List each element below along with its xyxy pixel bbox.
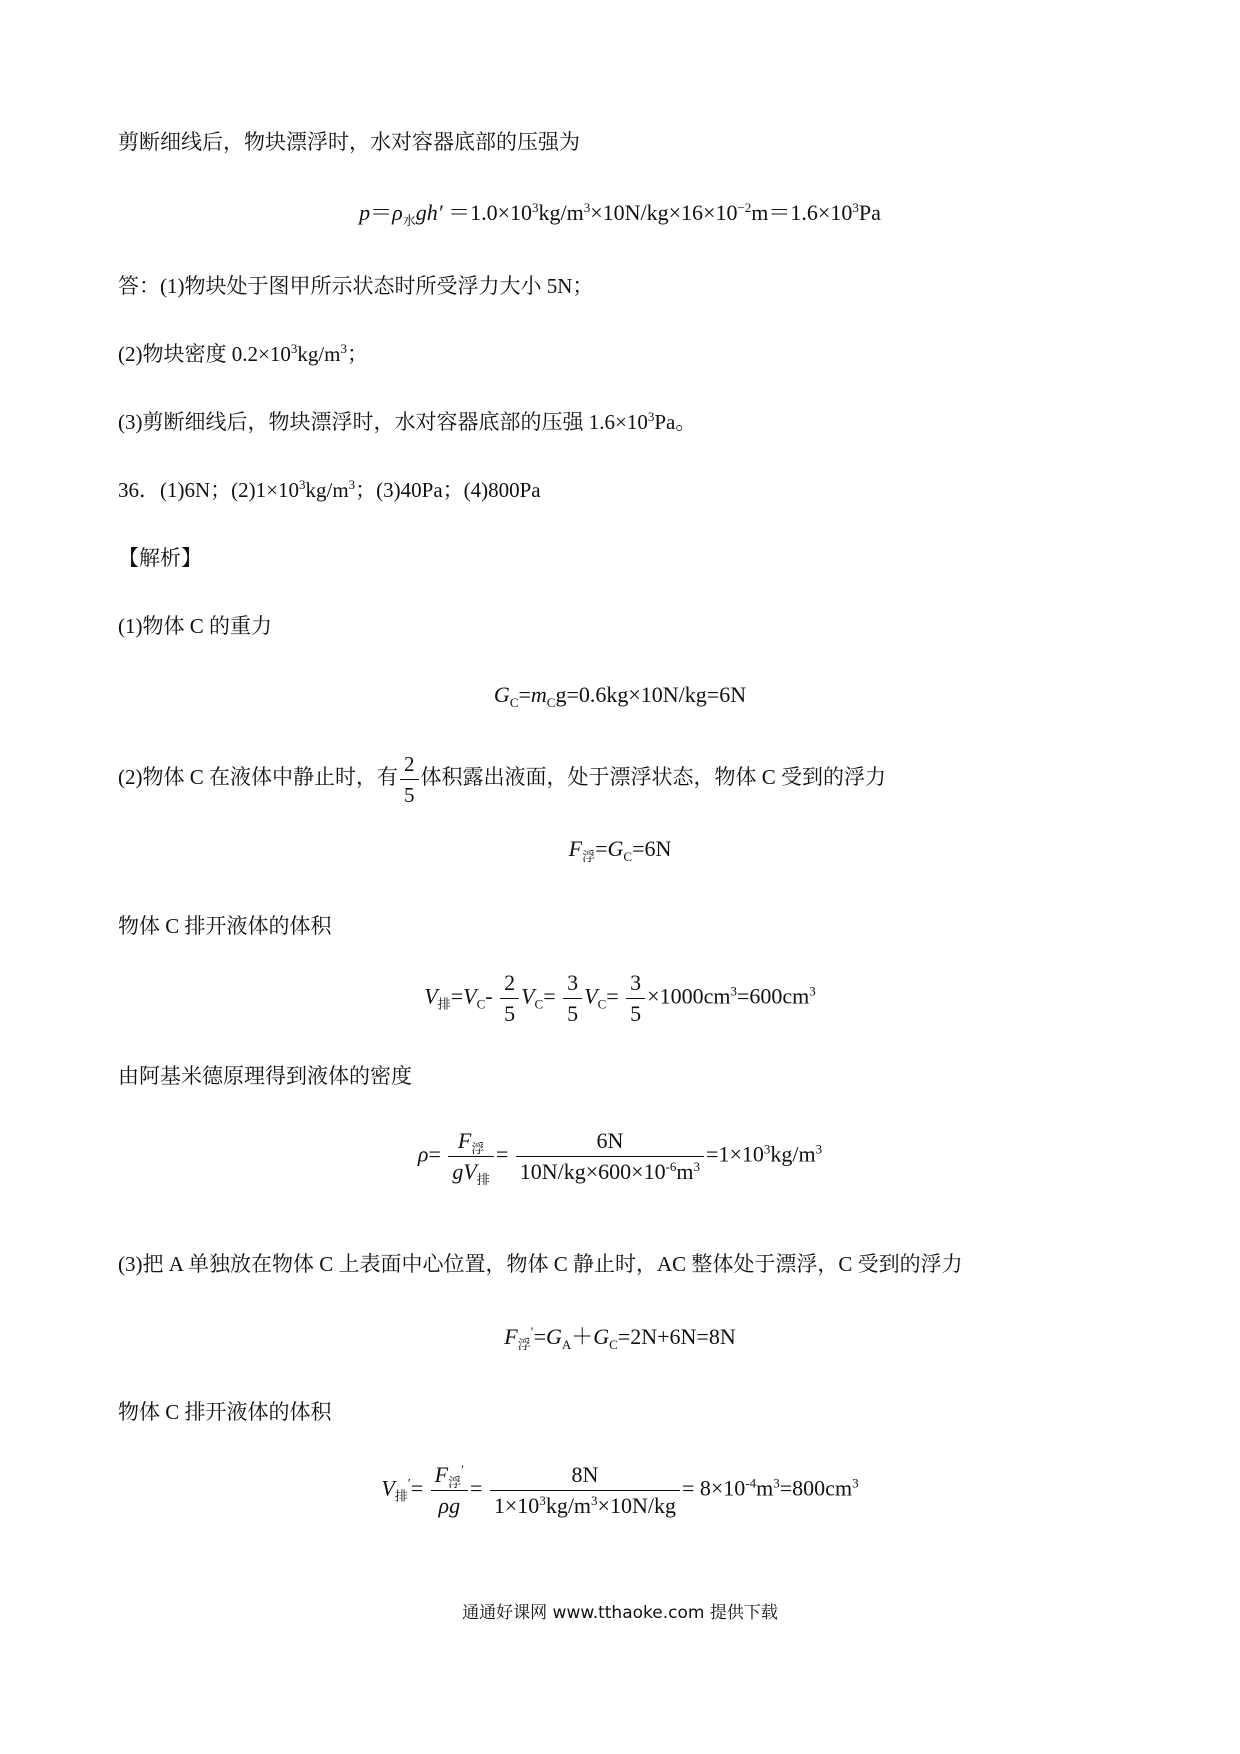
- eq-text: ＝: [370, 200, 393, 225]
- eq-symbol: gh′: [415, 200, 443, 225]
- fraction-numerator: 2: [400, 749, 419, 780]
- fraction: [431, 1460, 468, 1521]
- eq-text: =6N: [632, 836, 672, 861]
- fraction: [626, 968, 645, 1029]
- eq-text: =1×10: [706, 1141, 764, 1167]
- eq-subscript: C: [509, 695, 519, 710]
- eq-superscript: ′: [530, 1324, 534, 1339]
- eq-text: Pa: [858, 200, 881, 225]
- eq-text: =600cm: [736, 983, 810, 1009]
- eq-subscript: 排: [394, 1488, 408, 1504]
- answer-superscript: 3: [348, 477, 356, 492]
- fraction-numerator: 3: [563, 968, 582, 999]
- eq-symbol: G: [593, 1324, 610, 1349]
- eq-superscript: 3: [730, 983, 737, 999]
- step-text: (2)物体 C 在液体中静止时，有: [118, 765, 398, 789]
- fraction-two-fifths: [400, 749, 419, 810]
- eq-text: kg/m: [538, 200, 584, 225]
- analysis-heading: 【解析】: [118, 546, 202, 570]
- answer-text: kg/m: [297, 342, 341, 366]
- fraction-numerator: 2: [500, 968, 519, 999]
- answer-text: ；(3)40Pa；(4)800Pa: [355, 478, 541, 502]
- fraction-numerator: 3: [626, 968, 645, 999]
- eq-superscript: 3: [693, 1159, 701, 1174]
- page-footer: 通通好课网 www.tthaoke.com 提供下载: [462, 1603, 778, 1623]
- eq-text: =800cm: [779, 1475, 853, 1501]
- eq-text: 10N/kg×600×10: [519, 1159, 666, 1184]
- step-3-text: 物体 C 排开液体的体积: [118, 914, 332, 938]
- answer-text: 36．(1)6N；(2)1×10: [118, 478, 299, 502]
- fraction-denominator: [431, 1491, 468, 1521]
- answer-line-3: [118, 410, 696, 434]
- fraction-denominator: 5: [567, 1001, 579, 1026]
- eq-text: ＋: [571, 1324, 594, 1349]
- eq-subscript: 浮: [582, 849, 596, 864]
- eq-symbol: F: [434, 1462, 449, 1487]
- eq-symbol: F: [504, 1324, 518, 1349]
- eq-text: kg/m: [770, 1141, 816, 1167]
- eq-symbol: V: [463, 1159, 477, 1184]
- eq-text: =: [495, 1141, 509, 1167]
- eq-superscript: −2: [737, 200, 752, 215]
- eq-superscript: 3: [852, 200, 859, 215]
- fraction-denominator: [490, 1491, 680, 1521]
- eq-text: ＝1.0×10: [448, 200, 532, 225]
- eq-text: ×1000cm: [647, 983, 731, 1009]
- fraction-denominator: [448, 1157, 493, 1187]
- eq-text: m: [676, 1159, 694, 1184]
- eq-text: =: [450, 983, 464, 1009]
- answer-text: (2)物块密度 0.2×10: [118, 342, 291, 366]
- eq-symbol: ρ: [417, 1141, 429, 1167]
- answer-text: Pa。: [654, 410, 697, 434]
- eq-symbol: G: [545, 1324, 562, 1349]
- eq-text: m: [756, 1475, 774, 1501]
- eq-subscript: 浮: [517, 1337, 531, 1352]
- fraction: [500, 968, 519, 1029]
- eq-superscript: 3: [591, 1493, 598, 1508]
- step-5-text: (3)把 A 单独放在物体 C 上表面中心位置，物体 C 静止时，AC 整体处于漂浮，C 受到的浮力: [118, 1252, 963, 1276]
- eq-subscript: 浮: [471, 1141, 485, 1156]
- fraction-denominator: 5: [504, 1001, 516, 1026]
- eq-text: g=0.6kg×10N/kg=6N: [555, 682, 747, 707]
- gravity-equation: [0, 682, 1240, 708]
- eq-superscript: -6: [665, 1159, 677, 1174]
- fraction-numerator: [431, 1460, 468, 1491]
- eq-subscript: 水: [402, 213, 416, 228]
- eq-symbol: ρg: [438, 1493, 461, 1518]
- eq-subscript: C: [597, 996, 607, 1012]
- answer-text: (3)剪断细线后，物块漂浮时，水对容器底部的压强 1.6×10: [118, 410, 648, 434]
- eq-text: =: [533, 1324, 546, 1349]
- step-1-text: (1)物体 C 的重力: [118, 614, 272, 638]
- eq-text: =: [428, 1141, 441, 1167]
- eq-text: =: [606, 983, 619, 1009]
- pressure-equation: [0, 196, 1240, 227]
- buoyancy-equation: [0, 836, 1240, 862]
- eq-text: ×10N/kg×16×10: [590, 200, 738, 225]
- answer-superscript: 3: [340, 341, 348, 356]
- eq-symbol: p: [359, 200, 371, 225]
- fraction-numerator: [448, 1126, 493, 1157]
- answer-superscript: 3: [298, 477, 306, 492]
- fraction-numerator: 6N: [516, 1126, 704, 1157]
- eq-text: kg/m: [545, 1493, 592, 1518]
- eq-subscript: 排: [437, 996, 451, 1012]
- eq-symbol: m: [530, 682, 547, 707]
- eq-superscript: 3: [531, 200, 539, 215]
- answer-text: ；: [347, 342, 369, 366]
- fraction: [563, 968, 582, 1029]
- eq-symbol: G: [493, 682, 510, 707]
- eq-text: =: [518, 682, 531, 707]
- eq-text: ×10N/kg: [597, 1493, 676, 1518]
- answer-superscript: 3: [290, 341, 298, 356]
- eq-subscript: 排: [476, 1172, 490, 1187]
- eq-symbol: F: [457, 1128, 472, 1153]
- eq-symbol: G: [607, 836, 624, 861]
- eq-text: = 8×10: [681, 1475, 746, 1501]
- eq-symbol: V: [424, 983, 438, 1009]
- eq-text: =: [410, 1475, 424, 1501]
- eq-superscript: 3: [773, 1475, 780, 1491]
- eq-text: m＝1.6×10: [751, 200, 853, 225]
- eq-superscript: ′: [407, 1475, 411, 1491]
- eq-symbol: V: [463, 983, 477, 1009]
- eq-subscript: 浮: [448, 1475, 462, 1490]
- question-36-answer: [118, 478, 541, 502]
- eq-superscript: -4: [745, 1475, 757, 1491]
- eq-superscript: 3: [583, 200, 591, 215]
- eq-subscript: C: [609, 1337, 618, 1352]
- step-4-text: 由阿基米德原理得到液体的密度: [118, 1064, 412, 1088]
- answer-text: kg/m: [305, 478, 349, 502]
- eq-symbol: V: [584, 983, 598, 1009]
- eq-subscript: C: [546, 695, 556, 710]
- new-displaced-volume-equation: [0, 1460, 1240, 1521]
- eq-subscript: C: [623, 849, 633, 864]
- eq-symbol: F: [568, 836, 583, 861]
- eq-symbol: V: [521, 983, 535, 1009]
- answer-superscript: 3: [647, 409, 655, 424]
- answer-line-2: [118, 342, 368, 366]
- fraction-denominator: 5: [630, 1001, 642, 1026]
- eq-superscript: ′: [461, 1462, 464, 1477]
- step-6-text: 物体 C 排开液体的体积: [118, 1400, 332, 1424]
- step-2-text: [118, 745, 886, 810]
- eq-text: =: [469, 1475, 483, 1501]
- fraction: [490, 1460, 680, 1521]
- eq-symbol: ρ: [392, 200, 403, 225]
- eq-subscript: A: [561, 1337, 572, 1352]
- eq-superscript: 3: [763, 1141, 771, 1157]
- fraction-denominator: [516, 1157, 704, 1187]
- eq-superscript: 3: [809, 983, 816, 999]
- eq-subscript: C: [476, 996, 486, 1012]
- eq-subscript: C: [534, 996, 544, 1012]
- fraction: [448, 1126, 493, 1187]
- answer-line-1: 答：(1)物块处于图甲所示状态时所受浮力大小 5N；: [118, 274, 594, 298]
- fraction-numerator: 8N: [490, 1460, 680, 1491]
- total-buoyancy-equation: [0, 1320, 1240, 1351]
- density-equation: [0, 1126, 1240, 1187]
- eq-superscript: 3: [852, 1475, 859, 1491]
- eq-text: 1×10: [493, 1493, 540, 1518]
- fraction-denominator: 5: [404, 782, 415, 807]
- eq-text: =: [595, 836, 608, 861]
- eq-symbol: g: [452, 1159, 464, 1184]
- eq-symbol: V: [381, 1475, 395, 1501]
- displaced-volume-equation: [0, 968, 1240, 1029]
- eq-text: =2N+6N=8N: [617, 1324, 736, 1349]
- eq-text: =: [543, 983, 556, 1009]
- fraction: [516, 1126, 704, 1187]
- eq-superscript: 3: [539, 1493, 546, 1508]
- eq-superscript: 3: [815, 1141, 823, 1157]
- step-text: 体积露出液面，处于漂浮状态，物体 C 受到的浮力: [420, 765, 887, 789]
- eq-text: -: [485, 983, 493, 1009]
- solution-text-line: 剪断细线后，物块漂浮时，水对容器底部的压强为: [118, 130, 580, 154]
